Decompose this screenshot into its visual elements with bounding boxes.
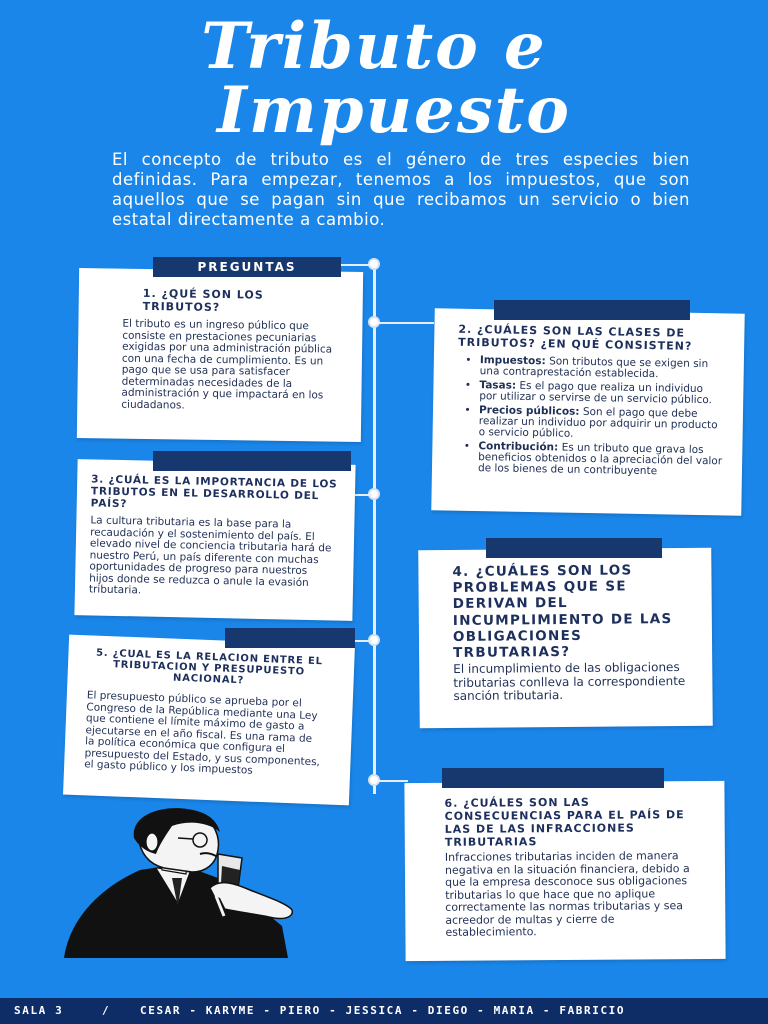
question-4-title: 4. ¿CUÁLES SON LOS PROBLEMAS QUE SE DERIVAN DEL INCUMPLIMIENTO DE LAS OBLIGACIONES TRBUTARIAS? [452,562,673,661]
question-3-title: 3. ¿CUÁL ES LA IMPORTANCIA DE LOS TRIBUTOS EN EL DESARROLLO DEL PAÍS? [90,473,338,511]
footer-names: CESAR - KARYME - PIERO - JESSICA - DIEGO - MARIA - FABRICIO [140,1004,626,1017]
list-item: • Tasas: Es el pago que realiza un individuo por utilizar o servirse de un servicio público. [479,380,723,406]
tax-classes-list [456,355,724,479]
connector [378,322,434,324]
card-question-5 [63,635,355,806]
footer-bar [0,998,768,1024]
question-6-answer: Infracciones tributarias inciden de manera negativa en la situación financiera, debido a que la empresa desconoce sus obligaciones tributarias lo que hace que no aplique correctamente las normas tributarias y sea acreedor de multas y cierre de establecimiento. [444,849,690,939]
question-4-answer: El incumplimiento de las obligaciones tributarias conlleva la correspondiente sanción tributaria. [453,660,686,704]
card-2-tab [494,300,690,320]
preguntas-tab: PREGUNTAS [153,257,341,277]
question-3-answer: La cultura tributaria es la base para la recaudación y el sostenimiento del país. El elevado nivel de conciencia tributaria hará de nuestro Perú, un país diferente con muchas oportunidades de progreso para nuestros hijos donde se reduzca o anule la evasión tributaria. [88,514,332,597]
list-item: • Impuestos: Son tributos que se exigen sin una contraprestación establecida. [480,355,724,381]
connector [378,780,408,782]
title-line-1: Tributo e [201,9,547,84]
footer-separator: / [102,1004,111,1017]
question-2-title: 2. ¿CUÁLES SON LAS CLASES DE TRIBUTOS? ¿EN QUÉ CONSISTEN? [458,322,693,353]
card-question-1 [77,268,363,442]
footer-sala: SALA 3 [14,1004,64,1017]
question-5-answer: El presupuesto público se aprueba por el Congreso de la República mediante una Ley que contiene el límite máximo de gasto a ejecutarse en el año fiscal. Es una rama de la política económica que configura el presupuesto del Estado, y sus componentes, el gasto público y los impuestos [83,689,321,777]
card-question-3 [74,459,355,621]
question-5-title: 5. ¿CUAL ES LA RELACION ENTRE EL TRIBUTACION Y PRESUPUESTO NACIONAL? [95,647,323,687]
question-1-title: 1. ¿QUÉ SON LOS TRIBUTOS? [142,286,264,314]
question-1-answer: El tributo es un ingreso público que consiste en prestaciones pecuniarias exigidas por una administración pública con una fecha de cumplimiento. Es un pago que se usa para satisfacer determinadas necesidades de la administración y que impactará en los ciudadanos. [121,317,333,412]
list-item: • Contribución: Es un tributo que grava los beneficios obtenidos o la apreciación del valor de los bienes de un contribuyente [478,441,723,478]
intro-paragraph: El concepto de tributo es el género de tres especies bien definidas. Para empezar, tenemos a los impuestos, que son aquellos que se pagan sin que recibamos un servicio o bien estatal directamente a cambio. [112,150,690,229]
connector [340,264,370,266]
card-5-tab [225,628,355,648]
card-6-tab [442,768,664,788]
list-item: • Precios públicos: Son el pago que debe realizar un individuo por adquirir un producto o servicio público. [479,405,724,442]
title-line-2: Impuesto [217,73,571,148]
card-question-6 [404,781,725,961]
question-6-title: 6. ¿CUÁLES SON LAS CONSECUENCIAS PARA EL PAÍS DE LAS DE LAS INFRACCIONES TRIBUTARIAS [444,795,685,849]
timeline-line [373,264,376,794]
card-question-4 [418,548,713,729]
card-4-tab [486,538,662,558]
card-question-2 [431,308,744,515]
man-drinking-illustration [60,808,350,964]
card-3-tab [153,451,351,471]
